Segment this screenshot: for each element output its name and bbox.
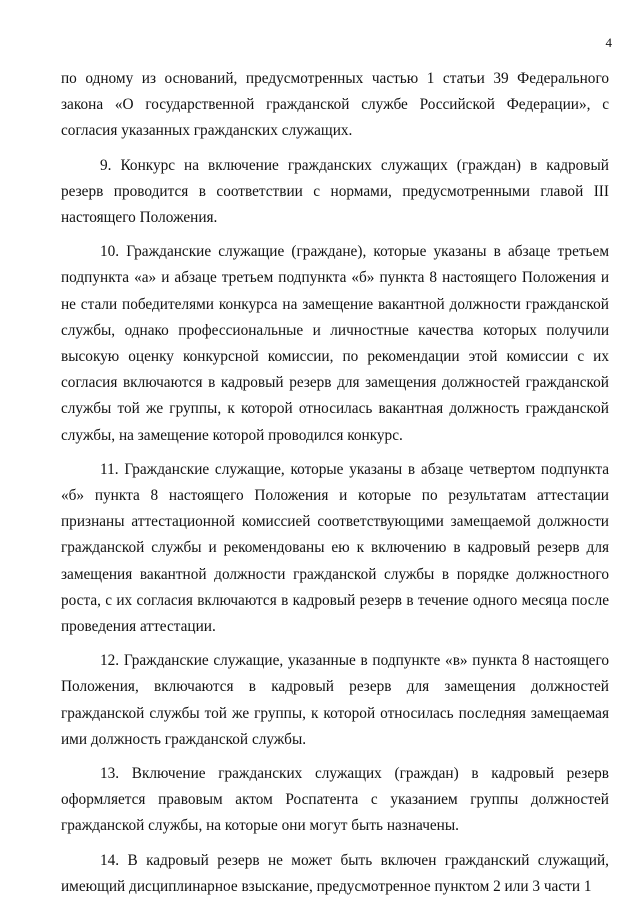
page-number: 4 xyxy=(605,35,612,50)
paragraph-14: 14. В кадровый резерв не может быть включен гражданский служащий, имеющий дисциплинарное взыскание, предусмотренное пунктом 2 или 3 части 1 xyxy=(61,851,609,895)
paragraph-continuation: по одному из оснований, предусмотренных частью 1 статьи 39 Федерального закона «О государственной гражданской службе Российской Федерации», с согласия указанных гражданских служащих. xyxy=(61,70,609,140)
paragraph-9: 9. Конкурс на включение гражданских служащих (граждан) в кадровый резерв проводится в соответствии с нормами, предусмотренными главой III настоящего Положения. xyxy=(61,156,609,227)
document-body xyxy=(61,66,609,908)
paragraph-10: 10. Гражданские служащие (граждане), которые указаны в абзаце третьем подпункта «а» и абзаце третьем подпункта «б» пункта 8 настоящего Положения и не стали победителями конкурса на замещение вакантной должности гражданской службы, однако профессиональные и личностные качества которых получили высокую оценку конкурсной комиссии, по рекомендации этой комиссии с их согласия включаются в кадровый резерв для замещения должностей гражданской службы той же группы, к которой относилась вакантная должность гражданской службы, на замещение которой проводился конкурс. xyxy=(61,243,609,444)
paragraph-13: 13. Включение гражданских служащих (граждан) в кадровый резерв оформляется правовым актом Роспатента с указанием группы должностей гражданской службы, на которые они могут быть назначены. xyxy=(61,765,609,835)
paragraph-12: 12. Гражданские служащие, указанные в подпункте «в» пункта 8 настоящего Положения, включаются в кадровый резерв для замещения должностей гражданской службы той же группы, к которой относилась последняя замещаемая ими должность гражданской службы. xyxy=(61,652,609,748)
paragraph-11: 11. Гражданские служащие, которые указаны в абзаце четвертом подпункта «б» пункта 8 настоящего Положения и которые по результатам аттестации признаны аттестационной комиссией соответствующими замещаемой должности гражданской службы и рекомендованы ею к включению в кадровый резерв для замещения вакантной должности гражданской службы в порядке должностного роста, с их согласия включаются в кадровый резерв в течение одного месяца после проведения аттестации. xyxy=(61,460,609,636)
